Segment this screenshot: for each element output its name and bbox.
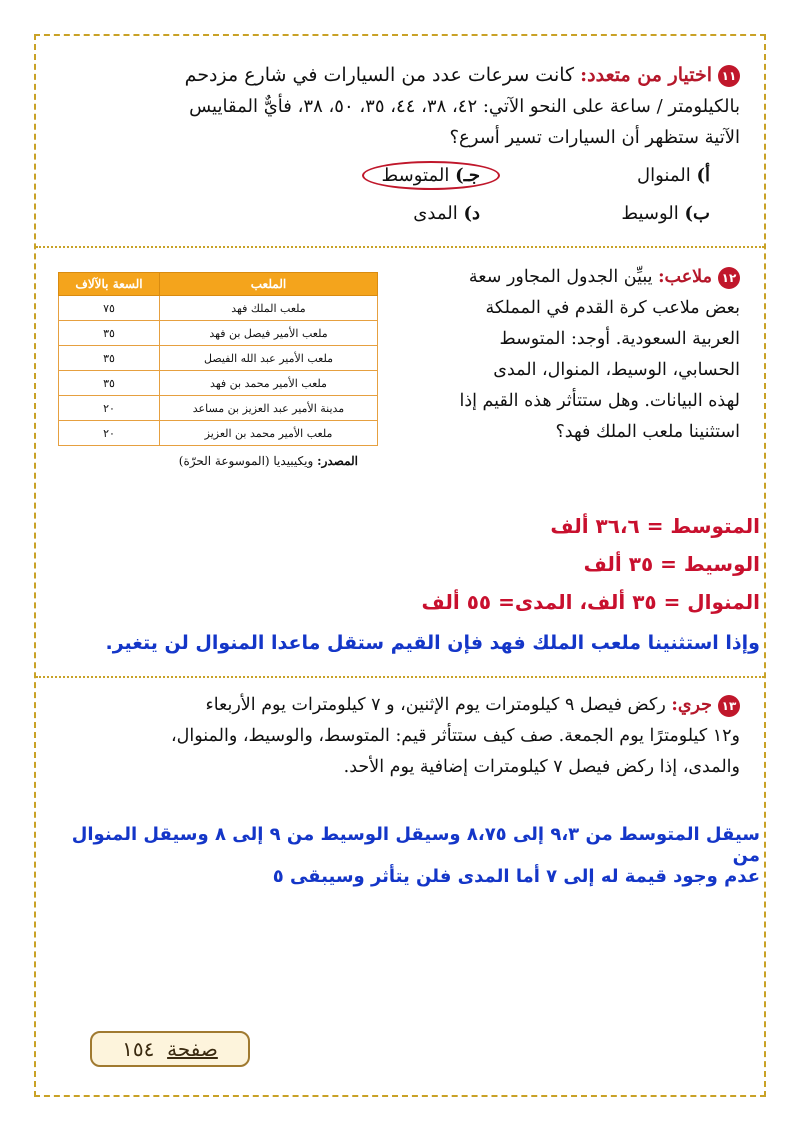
question-title: ملاعب:	[658, 267, 712, 287]
question-title: اختيار من متعدد:	[580, 64, 712, 86]
answer-mode-range: المنوال = ٣٥ ألف، المدى= ٥٥ ألف	[421, 590, 760, 614]
question-number-badge: ١٣	[718, 695, 740, 717]
question-text: كانت سرعات عدد من السيارات في شارع مزدحم	[184, 64, 575, 86]
option-c	[300, 160, 500, 191]
table-header: السعة بالآلاف	[59, 273, 160, 296]
option-b: ب) الوسيط	[621, 203, 710, 224]
question-text: بالكيلومتر / ساعة على النحو الآتي: ٤٢، ٣٨، ٤٤، ٣٥، ٥٠، ٣٨، فأيٌّ المقاييس	[189, 96, 740, 117]
question-11	[60, 60, 740, 153]
question-text: الآتية ستظهر أن السيارات تسير أسرع؟	[449, 127, 740, 148]
section-divider	[36, 676, 764, 678]
table-row: ملعب الملك فهد ٧٥	[59, 296, 378, 321]
section-divider	[36, 246, 764, 248]
question-13: ١٣جري: ركض فيصل ٩ كيلومترات يوم الإثنين، و ٧ كيلومترات يوم الأربعاء و١٢ كيلومترًا يوم الجمعة. صف كيف ستتأثر قيم: المتوسط، والوسيط، والمنوال، والمدى، إذا ركض فيصل ٧ كيلومترات إضافية يوم الأحد.	[171, 695, 740, 777]
table-row: مدينة الأمير عبد العزيز بن مساعد ٢٠	[59, 396, 378, 421]
answer-13-line1: سيقل المتوسط من ٩،٣ إلى ٨،٧٥ وسيقل الوسيط من ٩ إلى ٨ وسيقل المنوال من	[71, 824, 760, 866]
page-label: صفحة	[167, 1037, 218, 1061]
answer-median: الوسيط = ٣٥ ألف	[583, 552, 760, 576]
selected-answer-circle: جـ) المتوسط	[362, 161, 500, 190]
table-row: ملعب الأمير فيصل بن فهد ٣٥	[59, 321, 378, 346]
stadium-capacity-table	[58, 272, 378, 446]
table-header: الملعب	[160, 273, 378, 296]
table-row: ملعب الأمير محمد بن العزيز ٢٠	[59, 421, 378, 446]
stadium-table-block	[58, 272, 378, 468]
answer-conclusion: وإذا استثنينا ملعب الملك فهد فإن القيم ستقل ماعدا المنوال لن يتغير.	[105, 632, 760, 654]
question-number-badge: ١١	[718, 65, 740, 87]
option-a: أ) المنوال	[637, 165, 710, 186]
question-title: جري:	[671, 695, 712, 715]
page-number-box	[90, 1031, 250, 1067]
answer-13-line2: عدم وجود قيمة له إلى ٧ أما المدى فلن يتأثر وسيبقى ٥	[272, 866, 760, 887]
answer-mean: المتوسط = ٣٦،٦ ألف	[550, 514, 760, 538]
question-number-badge: ١٢	[718, 267, 740, 289]
table-row: ملعب الأمير عبد الله الفيصل ٣٥	[59, 346, 378, 371]
table-row: ملعب الأمير محمد بن فهد ٣٥	[59, 371, 378, 396]
page-number: ١٥٤	[122, 1037, 155, 1061]
table-source: المصدر: ويكيبيديا (الموسوعة الحرّة)	[178, 454, 358, 468]
question-12: ١٢ملاعب: يبيِّن الجدول المجاور سعة بعض ملاعب كرة القدم في المملكة العربية السعودية. أوجد: المتوسط الحسابي، الوسيط، المنوال، المدى لهذه البيانات. وهل ستتأثر هذه القيم إذا استثنينا ملعب الملك فهد؟	[459, 267, 740, 442]
option-d: د) المدى	[413, 203, 480, 224]
